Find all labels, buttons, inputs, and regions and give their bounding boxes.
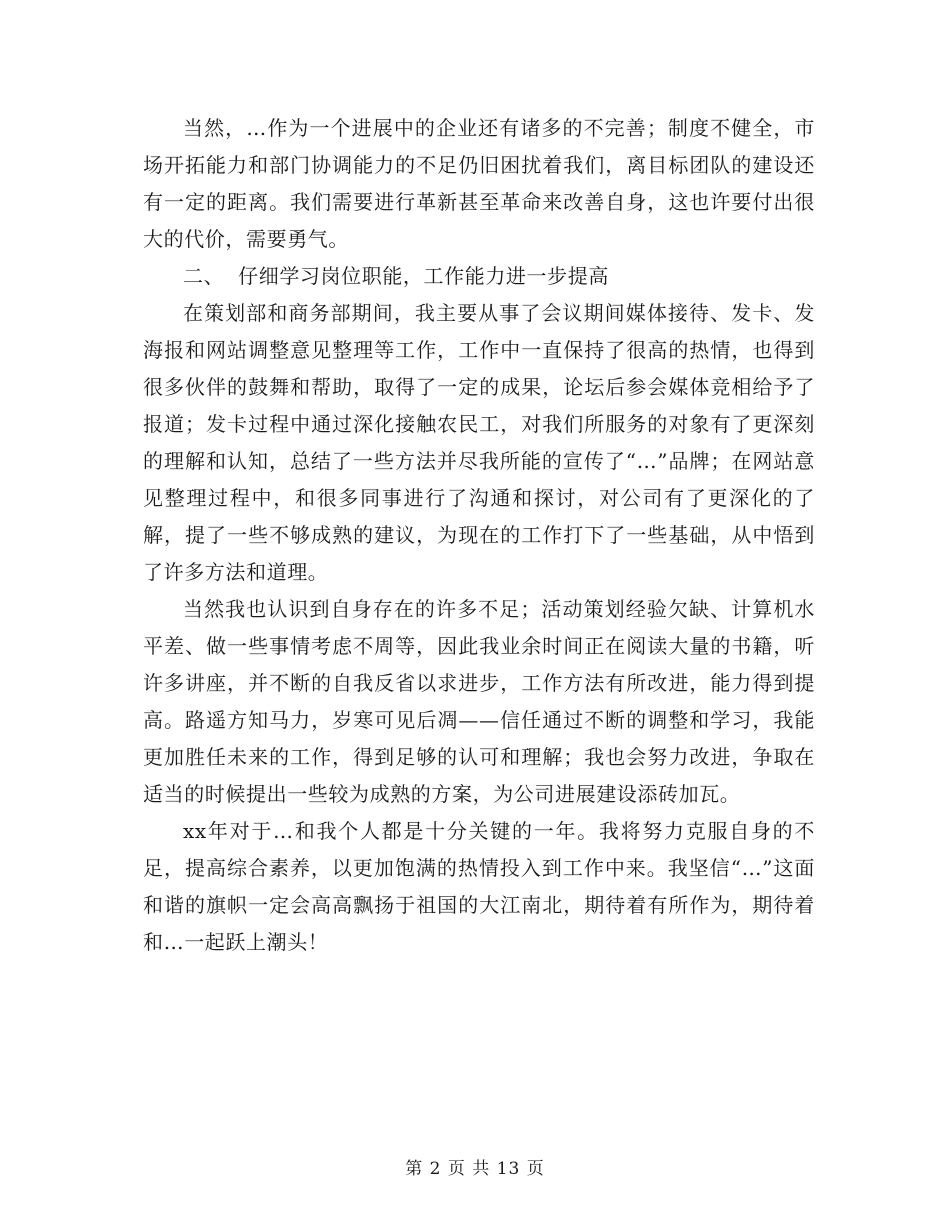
section-heading-2: 二、 仔细学习岗位职能，工作能力进一步提高 [183, 264, 609, 288]
document-body [143, 110, 815, 961]
page-number-footer: 第 2 页 共 13 页 [405, 1159, 545, 1179]
paragraph-work-experience: 在策划部和商务部期间，我主要从事了会议期间媒体接待、发卡、发海报和网站调整意见整理等工作，工作中一直保持了很高的热情，也得到很多伙伴的鼓舞和帮助，取得了一定的成果，论坛后参会媒体竞相给予了报道；发卡过程中通过深化接触农民工，对我们所服务的对象有了更深刻的理解和认知，总结了一些方法并尽我所能的宣传了“…”品牌；在网站意见整理过程中，和很多同事进行了沟通和探讨，对公司有了更深化的了解，提了一些不够成熟的建议，为现在的工作打下了一些基础，从中悟到了许多方法和道理。 [143, 301, 815, 584]
paragraph-outlook: xx年对于…和我个人都是十分关键的一年。我将努力克服自身的不足，提高综合素养，以更加饱满的热情投入到工作中来。我坚信“…”这面和谐的旗帜一定会高高飘扬于祖国的大江南北，期待着有所作为，期待着和…一起跃上潮头！ [143, 819, 815, 954]
paragraph-self-improvement: 当然我也认识到自身存在的许多不足；活动策划经验欠缺、计算机水平差、做一些事情考虑不周等，因此我业余时间正在阅读大量的书籍，听许多讲座，并不断的自我反省以求进步，工作方法有所改进，能力得到提高。路遥方知马力，岁寒可见后凋——信任通过不断的调整和学习，我能更加胜任未来的工作，得到足够的认可和理解；我也会努力改进，争取在适当的时候提出一些较为成熟的方案，为公司进展建设添砖加瓦。 [143, 597, 815, 806]
paragraph-shortcomings: 当然，…作为一个进展中的企业还有诸多的不完善；制度不健全，市场开拓能力和部门协调能力的不足仍旧困扰着我们，离目标团队的建设还有一定的距离。我们需要进行革新甚至革命来改善自身，这也许要付出很大的代价，需要勇气。 [143, 116, 815, 251]
